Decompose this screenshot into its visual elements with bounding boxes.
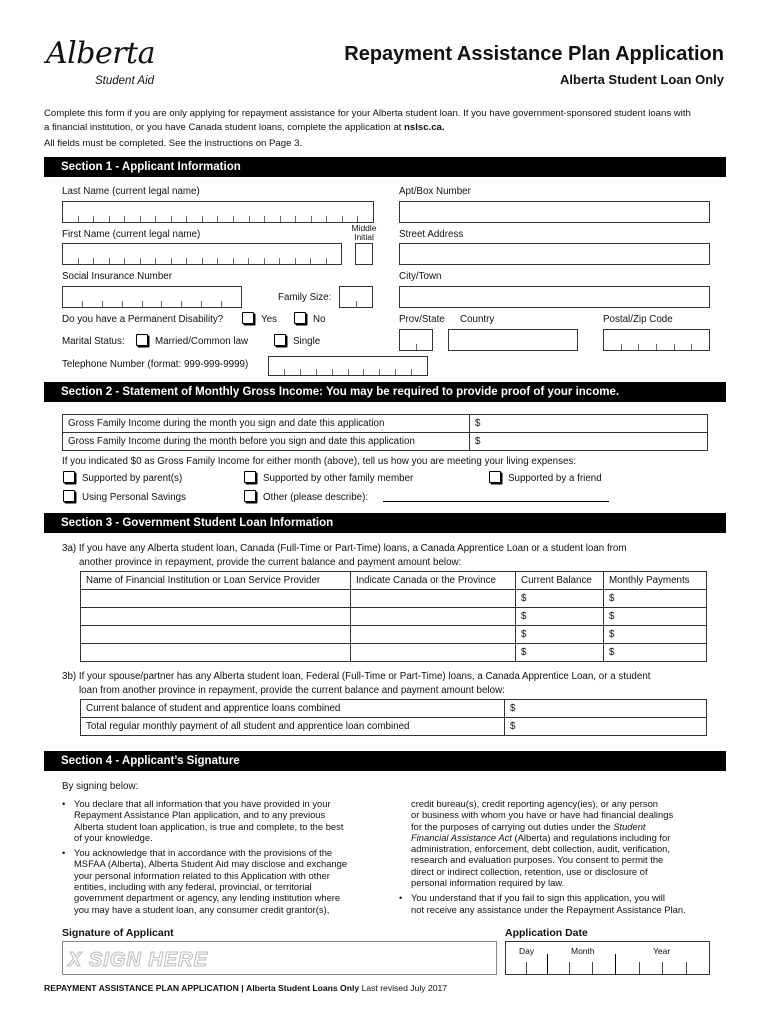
telephone-field[interactable] [268, 356, 428, 376]
city-field[interactable] [399, 286, 710, 308]
single-checkbox[interactable] [274, 334, 286, 346]
married-label: Married/Common law [155, 336, 249, 347]
sin-label: Social Insurance Number [62, 271, 172, 282]
intro-line-3: All fields must be completed. See the instructions on Page 3. [44, 138, 303, 149]
middle-initial-field[interactable] [355, 243, 373, 265]
spouse-total-label: Total regular monthly payment of all student and apprentice loan combined [81, 718, 505, 736]
table-row [81, 626, 707, 644]
disability-question: Do you have a Permanent Disability? [62, 314, 224, 325]
other-checkbox[interactable] [244, 490, 256, 502]
province-cell[interactable] [351, 644, 516, 662]
table-row [81, 700, 707, 718]
province-cell[interactable] [351, 608, 516, 626]
middle-initial-label: Middle Initial [351, 223, 377, 242]
signature-label: Signature of Applicant [62, 927, 174, 939]
spouse-balance-label: Current balance of student and apprentice loans combined [81, 700, 505, 718]
single-label: Single [293, 336, 321, 347]
q3b-text-2: loan from another province in repayment, provide the current balance and payment amount below: [79, 685, 505, 696]
balance-cell[interactable]: $ [516, 644, 604, 662]
bullet-acknowledge: • You acknowledge that in accordance with the provisions of the MSFAA (Alberta), Alberta Student Aid may disclose and exchange your personal information related to this Application with other entities, including with any federal, provincial, or territorial government department or agency, any lending institution where you may have a student loan, any consumer credit grantor(s), [62, 847, 348, 915]
q3a-text-1: 3a) If you have any Alberta student loan, Canada (Full-Time or Part-Time) loans, a Canada Apprentice Loan or a student loan from [62, 543, 627, 554]
income-this-month-label: Gross Family Income during the month you sign and date this application [63, 415, 470, 433]
bullet-declare: • You declare that all information that you have provided in your Repayment Assistance Plan application, and to any previous Alberta student loan application, is true and complete, to the best of your knowledge. [62, 798, 344, 843]
income-last-month-field[interactable]: $ [470, 433, 708, 451]
family-member-label: Supported by other family member [263, 473, 414, 484]
page-subtitle: Alberta Student Loan Only [560, 72, 724, 87]
family-member-checkbox[interactable] [244, 471, 256, 483]
spouse-loan-table [80, 699, 707, 736]
city-label: City/Town [399, 271, 442, 282]
province-cell[interactable] [351, 626, 516, 644]
day-label: Day [519, 946, 535, 956]
institution-cell[interactable] [81, 644, 351, 662]
balance-cell[interactable]: $ [516, 590, 604, 608]
disability-yes-checkbox[interactable] [242, 312, 254, 324]
logo-subtitle: Student Aid [95, 75, 155, 87]
parents-checkbox[interactable] [63, 471, 75, 483]
savings-label: Using Personal Savings [82, 492, 187, 503]
last-name-label: Last Name (current legal name) [62, 186, 200, 197]
q3a-text-2: another province in repayment, provide the current balance and payment amount below: [79, 557, 462, 568]
table-header-row [81, 572, 707, 590]
postal-code-label: Postal/Zip Code [603, 314, 673, 325]
living-expenses-question: If you indicated $0 as Gross Family Income for either month (above), tell us how you are meeting your living expenses: [62, 456, 577, 467]
income-this-month-field[interactable]: $ [470, 415, 708, 433]
intro-line-2: a financial institution, or you have Canada student loans, complete the application at [44, 122, 404, 133]
family-size-field[interactable] [339, 286, 373, 308]
section-4-header: Section 4 - Applicant’s Signature [44, 751, 726, 771]
application-date-label: Application Date [505, 927, 588, 939]
col-balance: Current Balance [516, 572, 604, 590]
footer-form-name: REPAYMENT ASSISTANCE PLAN APPLICATION [44, 983, 239, 993]
disability-yes-label: Yes [261, 314, 277, 325]
institution-cell[interactable] [81, 590, 351, 608]
application-date-field[interactable] [505, 941, 710, 975]
apt-box-field[interactable] [399, 201, 710, 223]
balance-cell[interactable]: $ [516, 626, 604, 644]
postal-code-field[interactable] [603, 329, 710, 351]
telephone-label: Telephone Number (format: 999-999-9999) [62, 359, 249, 370]
by-signing-text: By signing below: [62, 781, 139, 792]
friend-label: Supported by a friend [508, 473, 602, 484]
prov-state-label: Prov/State [399, 314, 445, 325]
footer: REPAYMENT ASSISTANCE PLAN APPLICATION | Alberta Student Loans Only Last revised July 2017 [44, 983, 448, 993]
balance-cell[interactable]: $ [516, 608, 604, 626]
footer-revised: Last revised July 2017 [361, 983, 448, 993]
family-size-label: Family Size: [278, 292, 332, 303]
col-institution: Name of Financial Institution or Loan Service Provider [81, 572, 351, 590]
table-row [81, 608, 707, 626]
monthly-cell[interactable]: $ [604, 608, 707, 626]
spouse-balance-field[interactable]: $ [505, 700, 707, 718]
table-row [81, 590, 707, 608]
apt-box-label: Apt/Box Number [399, 186, 471, 197]
province-cell[interactable] [351, 590, 516, 608]
nslsc-link[interactable]: nslsc.ca. [404, 122, 445, 133]
col-province: Indicate Canada or the Province [351, 572, 516, 590]
marital-status-label: Marital Status: [62, 336, 125, 347]
section-2-header: Section 2 - Statement of Monthly Gross Income: You may be required to provide proof of your income. [44, 382, 726, 402]
monthly-cell[interactable]: $ [604, 644, 707, 662]
q3b-text-1: 3b) If your spouse/partner has any Alberta student loan, Federal (Full-Time or Part-Time) loans, a Canada Apprentice Loan, or a student [62, 671, 651, 682]
intro-text [44, 107, 734, 151]
footer-scope: Alberta Student Loans Only [246, 983, 360, 993]
table-row [63, 433, 708, 451]
loan-table [80, 571, 707, 662]
month-label: Month [571, 946, 595, 956]
disability-no-checkbox[interactable] [294, 312, 306, 324]
institution-cell[interactable] [81, 608, 351, 626]
disability-no-label: No [313, 314, 326, 325]
table-row [81, 718, 707, 736]
income-table [62, 414, 708, 451]
first-name-label: First Name (current legal name) [62, 229, 201, 240]
section-1-header: Section 1 - Applicant Information [44, 157, 726, 177]
income-last-month-label: Gross Family Income during the month before you sign and date this application [63, 433, 470, 451]
country-label: Country [460, 314, 495, 325]
first-name-field[interactable] [62, 243, 342, 265]
table-row [81, 644, 707, 662]
page-title: Repayment Assistance Plan Application [344, 43, 724, 65]
alberta-logo: Alberta [46, 36, 155, 71]
col-monthly: Monthly Payments [604, 572, 707, 590]
other-label: Other (please describe): [263, 492, 369, 503]
street-address-label: Street Address [399, 229, 464, 240]
table-row [63, 415, 708, 433]
bullet-understand: • You understand that if you fail to sign this application, you will not receive any assistance under the Repayment Assistance Plan. [399, 892, 686, 915]
signature-field[interactable] [62, 941, 497, 975]
last-name-field[interactable] [62, 201, 374, 223]
declaration-left-column [62, 798, 392, 915]
institution-cell[interactable] [81, 626, 351, 644]
sign-here-prompt: X SIGN HERE [68, 949, 208, 971]
spouse-total-field[interactable]: $ [505, 718, 707, 736]
other-description-line[interactable] [383, 501, 609, 502]
street-address-field[interactable] [399, 243, 710, 265]
savings-checkbox[interactable] [63, 490, 75, 502]
section-3-header: Section 3 - Government Student Loan Information [44, 513, 726, 533]
monthly-cell[interactable]: $ [604, 590, 707, 608]
monthly-cell[interactable]: $ [604, 626, 707, 644]
country-field[interactable] [448, 329, 578, 351]
prov-state-field[interactable] [399, 329, 433, 351]
declaration-right-column: credit bureau(s), credit reporting agency(ies), or any person or business with whom you have or have had financial dealings for the purposes of carrying out duties under the Student Financial Assistance Act (Alberta) and regulations including for administration, enforcement, debt collection, audit, verification, research and evaluation purposes. You consent to permit the direct or indirect collection, retention, use or disclosure of personal information required by law. • You understand that if you fail to sign this application, you will not receive any assistance under the Repayment Assistance Plan. [399, 798, 729, 915]
year-label: Year [653, 946, 671, 956]
sin-field[interactable] [62, 286, 242, 308]
intro-line-1: Complete this form if you are only applying for repayment assistance for your Alberta student loan. If you have government-sponsored student loans with [44, 108, 691, 119]
parents-label: Supported by parent(s) [82, 473, 183, 484]
married-checkbox[interactable] [136, 334, 148, 346]
friend-checkbox[interactable] [489, 471, 501, 483]
